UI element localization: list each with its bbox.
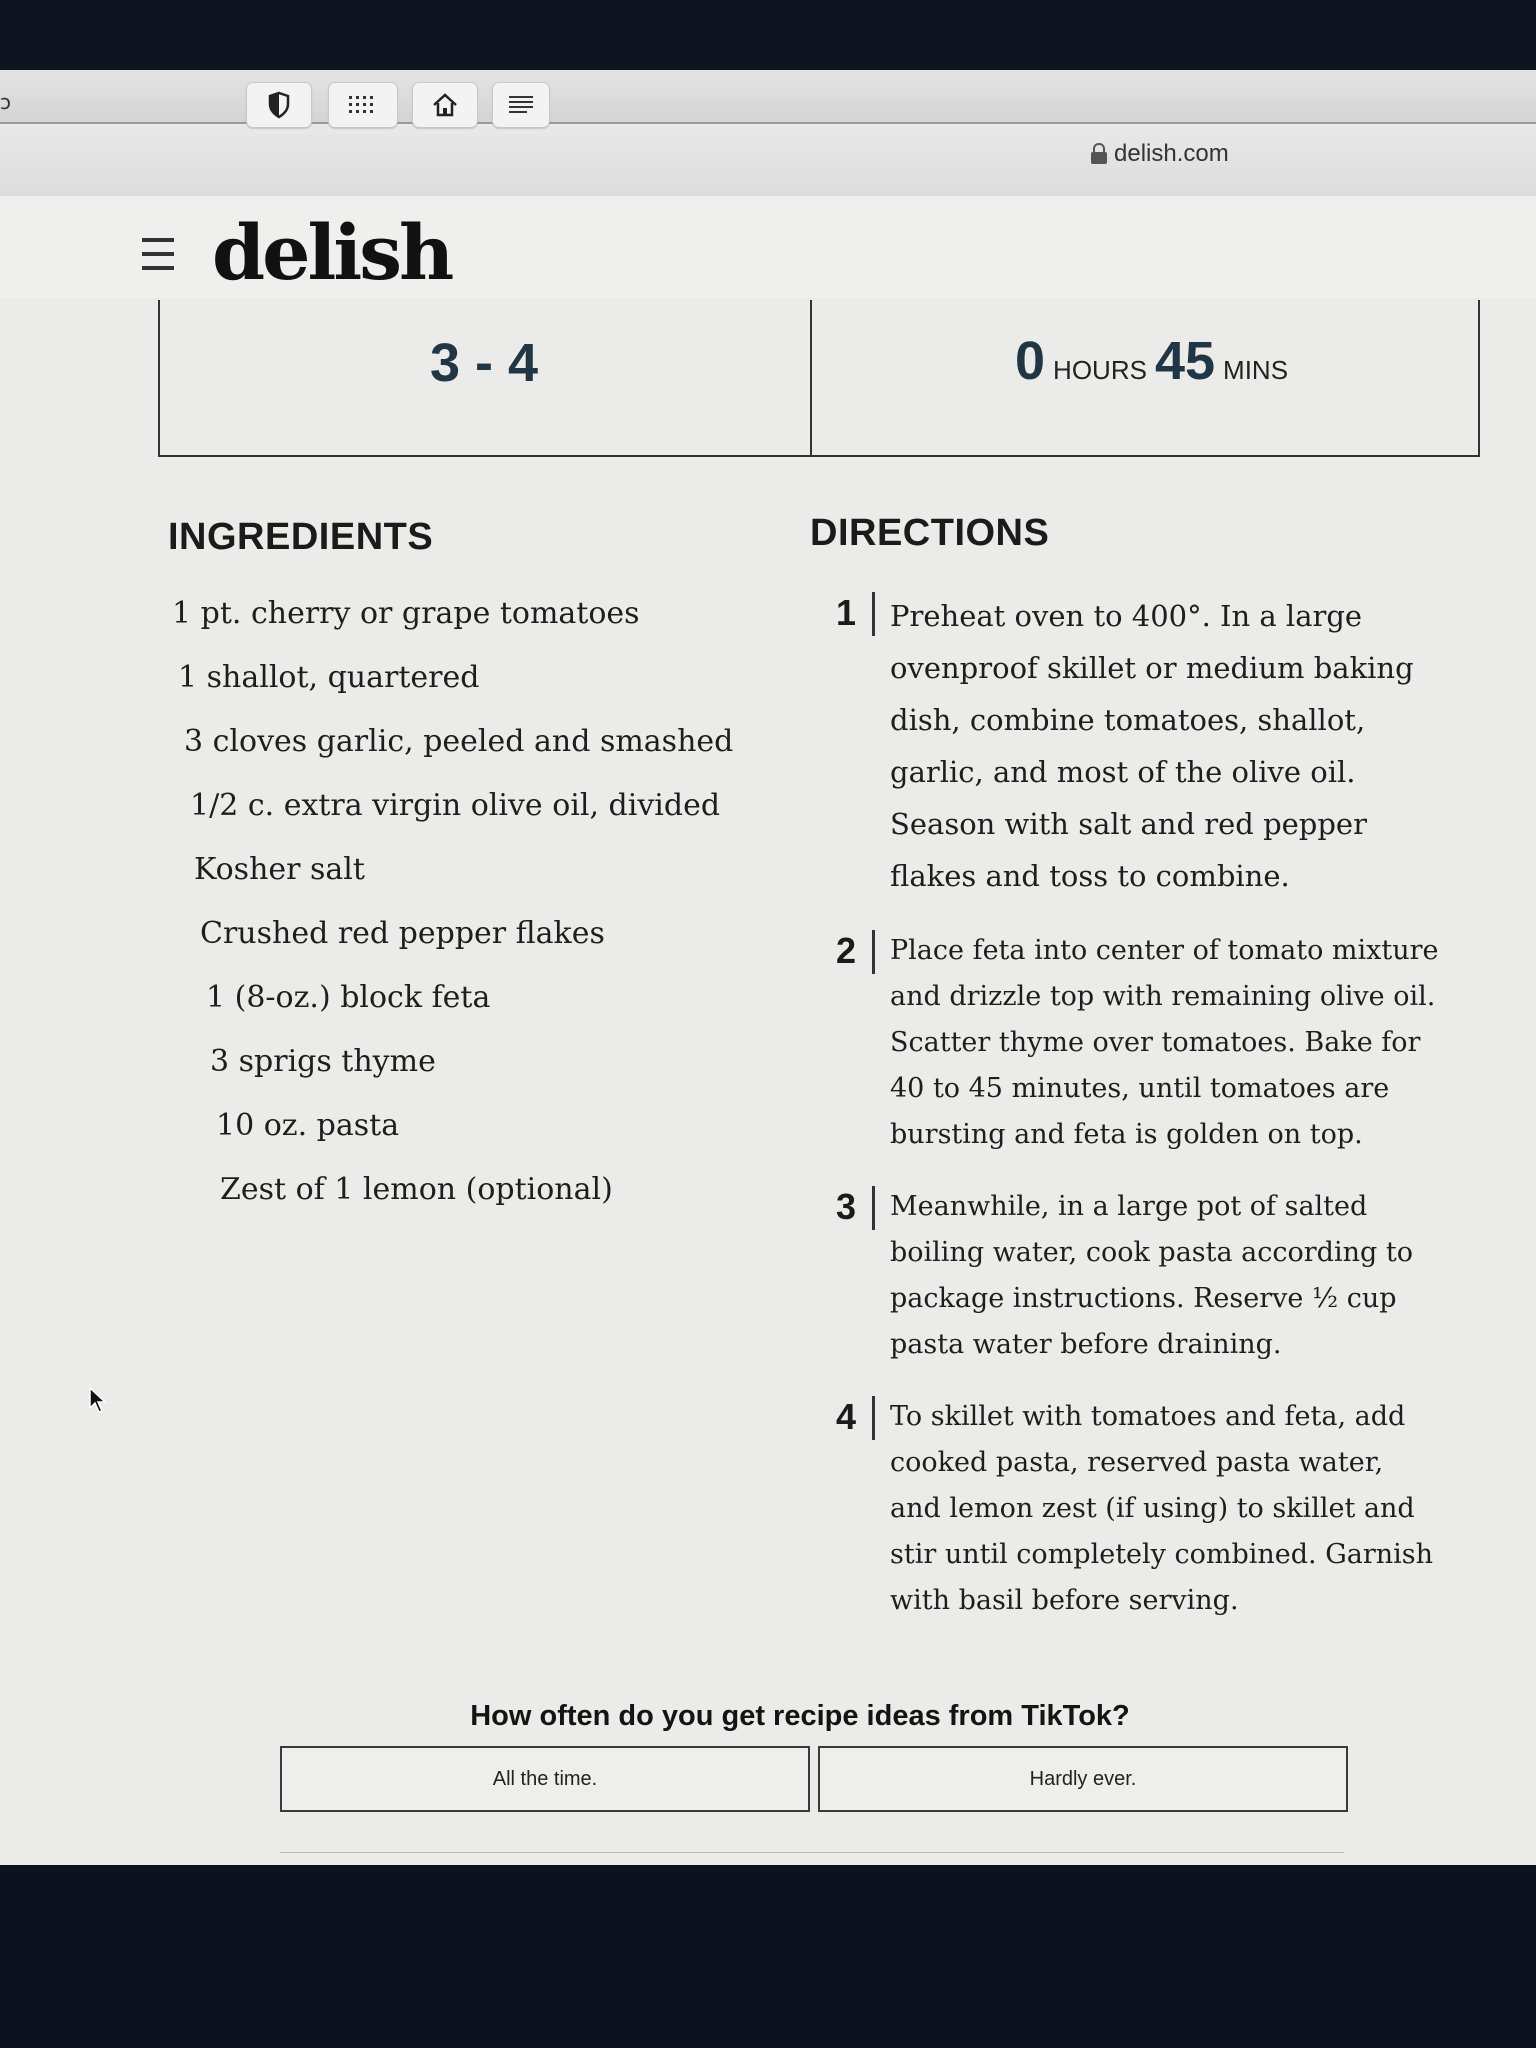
- grid-button[interactable]: [328, 82, 398, 128]
- poll-question: How often do you get recipe ideas from TikTok?: [470, 1700, 1130, 1732]
- step-text: Preheat oven to 400°. In a large ovenproof skillet or medium baking dish, combine tomatoes, shallot, garlic, and most of the olive oil. Season with salt and red pepper flakes and toss to combine.: [890, 599, 1414, 893]
- step-text: Place feta into center of tomato mixture and drizzle top with remaining olive oil. Scatter thyme over tomatoes. Bake for 40 to 45 minutes, until tomatoes are bursting and feta is golden on top.: [890, 935, 1439, 1150]
- reader-button[interactable]: [492, 82, 550, 128]
- step-number: 2: [835, 930, 856, 971]
- ingredient-item: Zest of 1 lemon (optional): [220, 1172, 613, 1207]
- address-bar[interactable]: [1090, 136, 1330, 172]
- ingredient-item: 1/2 c. extra virgin olive oil, divided: [190, 788, 721, 823]
- ingredient-item: 1 shallot, quartered: [178, 660, 480, 695]
- step-bar: [872, 592, 875, 636]
- poll-separator: [280, 1852, 1344, 1853]
- site-logo[interactable]: delish: [212, 208, 452, 297]
- yield-value: 3 - 4: [430, 333, 539, 393]
- step-number: 1: [835, 592, 856, 633]
- window-top-strip: [0, 70, 1536, 124]
- total-time: [1015, 330, 1288, 392]
- screen-bottom-bezel: [0, 1865, 1536, 2048]
- ingredient-item: Crushed red pepper flakes: [200, 916, 605, 951]
- step-bar: [872, 1186, 875, 1230]
- step-text: To skillet with tomatoes and feta, add cooked pasta, reserved pasta water, and lemon zest (if using) to skillet and stir until completely combined. Garnish with basil before serving.: [890, 1401, 1434, 1616]
- ingredient-item: 3 sprigs thyme: [210, 1044, 436, 1079]
- recipe-stats-box: [158, 300, 1480, 457]
- ingredient-item: 10 oz. pasta: [216, 1108, 400, 1143]
- address-text: delish.com: [1114, 140, 1229, 167]
- time-hours-label: HOURS: [1053, 355, 1147, 385]
- stats-divider: [810, 300, 812, 455]
- direction-step: [820, 590, 1440, 902]
- ingredient-item: 1 pt. cherry or grape tomatoes: [172, 596, 640, 631]
- step-text: Meanwhile, in a large pot of salted boiling water, cook pasta according to package instructions. Reserve ½ cup pasta water before draining.: [890, 1191, 1413, 1360]
- step-number: 3: [835, 1186, 856, 1227]
- time-mins-value: 45: [1154, 331, 1216, 391]
- ingredients-title: INGREDIENTS: [168, 516, 434, 558]
- poll-option-all-the-time[interactable]: All the time.: [280, 1746, 810, 1812]
- step-bar: [872, 930, 875, 974]
- time-mins-label: MINS: [1223, 355, 1289, 385]
- mouse-cursor-icon: [88, 1386, 110, 1414]
- ingredient-item: 1 (8-oz.) block feta: [206, 980, 491, 1015]
- home-button[interactable]: [412, 82, 478, 128]
- direction-step: [820, 928, 1440, 1158]
- lock-icon: [1090, 143, 1108, 165]
- reader-icon: [507, 93, 535, 117]
- home-icon: [431, 91, 459, 119]
- direction-step: [820, 1394, 1440, 1624]
- direction-step: [820, 1184, 1440, 1368]
- hamburger-menu-icon[interactable]: [140, 236, 176, 272]
- ingredient-item: Kosher salt: [194, 852, 365, 887]
- shield-button[interactable]: [246, 82, 312, 128]
- ingredient-item: 3 cloves garlic, peeled and smashed: [184, 724, 734, 759]
- step-number: 4: [835, 1396, 856, 1437]
- step-bar: [872, 1396, 875, 1440]
- ingredients-list: [172, 596, 812, 1236]
- grid-icon: [348, 94, 378, 116]
- directions-list: [820, 590, 1440, 1650]
- directions-title: DIRECTIONS: [810, 512, 1050, 554]
- poll-option-hardly-ever[interactable]: Hardly ever.: [818, 1746, 1348, 1812]
- shield-icon: [267, 91, 291, 119]
- top-glyph: ɔ: [0, 90, 11, 114]
- time-hours-value: 0: [1015, 331, 1046, 391]
